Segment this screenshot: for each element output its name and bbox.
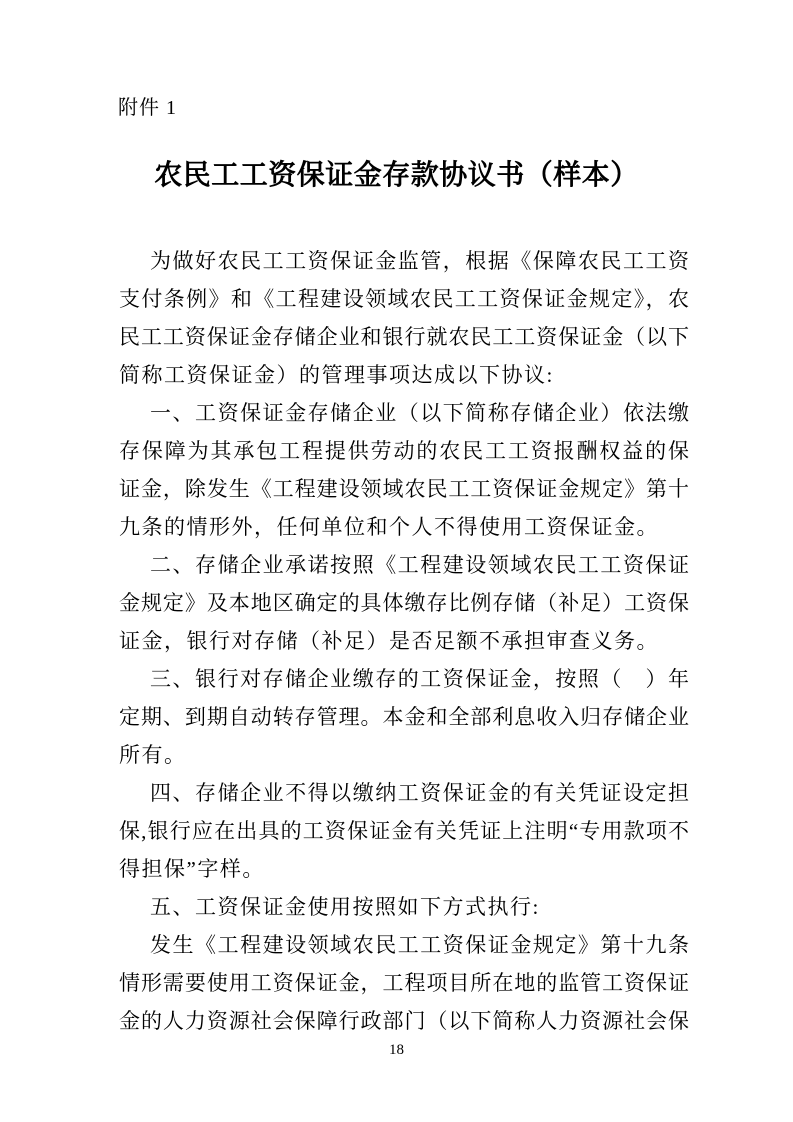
paragraph-line: 保,银行应在出具的工资保证金有关凭证上注明“专用款项不 [119,819,689,843]
attachment-label: 附件 1 [118,97,177,119]
paragraph-line: 为做好农民工工资保证金监管，根据《保障农民工工资 [150,249,689,273]
paragraph-line: 证金，银行对存储（补足）是否足额不承担审查义务。 [119,629,659,653]
paragraph-line: 四、存储企业不得以缴纳工资保证金的有关凭证设定担 [150,781,689,805]
paragraph-line: 三、银行对存储企业缴存的工资保证金，按照（ ）年 [150,667,689,691]
paragraph-line: 简称工资保证金）的管理事项达成以下协议: [119,363,554,387]
paragraph [119,242,689,394]
paragraph-line: 民工工资保证金存储企业和银行就农民工工资保证金（以下 [119,325,689,349]
paragraph-line: 证金，除发生《工程建设领域农民工工资保证金规定》第十 [119,477,689,501]
document-body [119,242,689,1040]
paragraph-line: 定期、到期自动转存管理。本金和全部利息收入归存储企业 [119,705,689,729]
paragraph-line: 情形需要使用工资保证金，工程项目所在地的监管工资保证 [119,971,689,995]
paragraph [119,394,689,546]
paragraph-line: 支付条例》和《工程建设领域农民工工资保证金规定》，农 [119,287,689,311]
paragraph-line: 得担保”字样。 [119,857,265,881]
paragraph-line: 九条的情形外，任何单位和个人不得使用工资保证金。 [119,515,659,539]
document-title: 农民工工资保证金存款协议书（样本） [154,160,639,191]
paragraph [119,888,689,926]
paragraph-line: 金规定》及本地区确定的具体缴存比例存储（补足）工资保 [119,591,689,615]
paragraph-line: 发生《工程建设领域农民工工资保证金规定》第十九条 [150,933,689,957]
paragraph-line: 金的人力资源社会保障行政部门（以下简称人力资源社会保 [119,1009,689,1033]
page-number: 18 [389,1042,404,1058]
paragraph [119,926,689,1040]
paragraph [119,546,689,660]
paragraph-line: 二、存储企业承诺按照《工程建设领域农民工工资保证 [150,553,689,577]
paragraph [119,660,689,774]
paragraph-line: 一、工资保证金存储企业（以下简称存储企业）依法缴 [150,401,689,425]
paragraph-line: 五、工资保证金使用按照如下方式执行: [150,895,540,919]
paragraph-line: 所有。 [119,743,187,767]
paragraph [119,774,689,888]
paragraph-line: 存保障为其承包工程提供劳动的农民工工资报酬权益的保 [119,439,689,463]
